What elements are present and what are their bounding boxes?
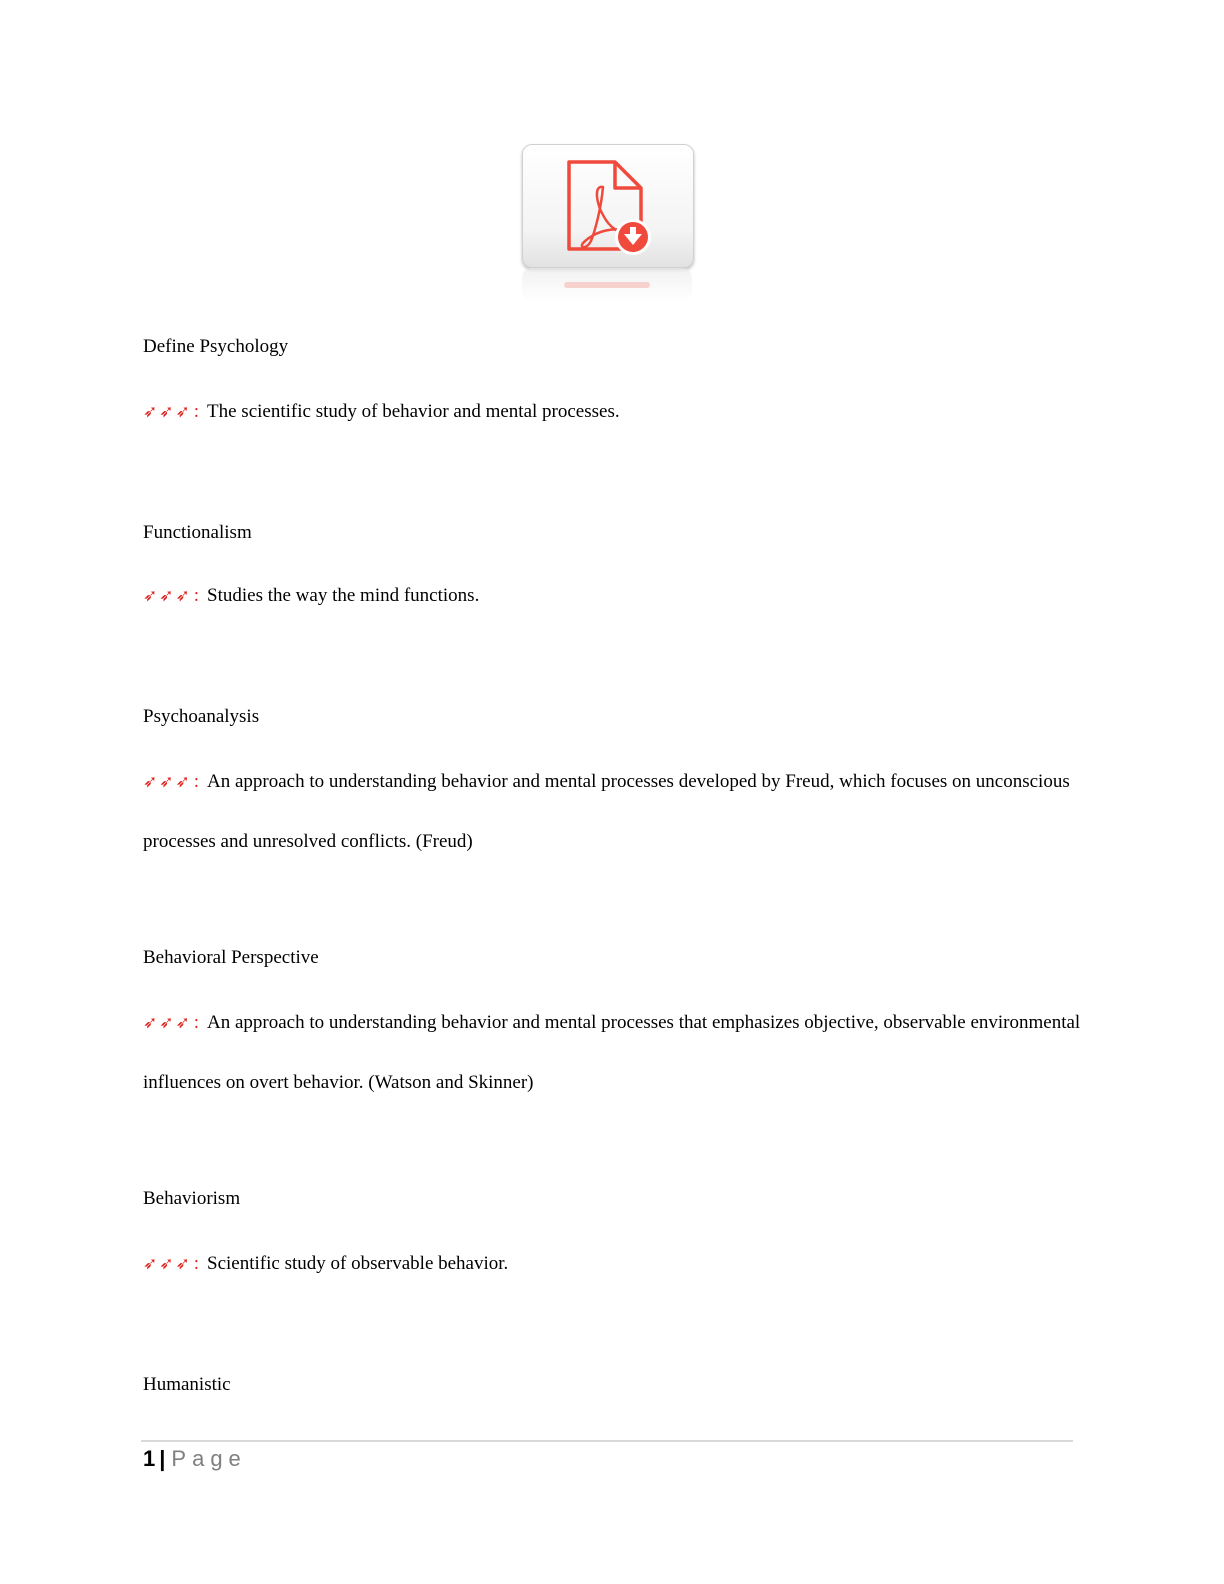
glossary-entry [143, 382, 1083, 442]
term-heading: Define Psychology [143, 336, 289, 357]
page-number: 1 [143, 1446, 156, 1471]
footer-separator: | [159, 1446, 166, 1471]
page-footer [143, 1446, 247, 1472]
arrow-marker-icon: ➶➶➶ : [143, 585, 202, 606]
term-heading: Psychoanalysis [143, 706, 260, 727]
definition-text: ➶➶➶ : An approach to understanding behavior and mental processes that emphasizes objective, observable environmental influences on overt behavior. (Watson and Skinner) [143, 1012, 1081, 1093]
pdf-download-icon[interactable] [522, 144, 694, 268]
term-heading: Behavioral Perspective [143, 947, 319, 968]
arrow-marker-icon: ➶➶➶ : [143, 1012, 202, 1033]
definition-text: ➶➶➶ : An approach to understanding behavior and mental processes developed by Freud, which focuses on unconscious processes and unresolved conflicts. (Freud) [143, 771, 1070, 852]
term-heading: Functionalism [143, 522, 252, 543]
arrow-marker-icon: ➶➶➶ : [143, 1253, 202, 1274]
glossary-entry [143, 336, 1083, 358]
page-label: Page [171, 1446, 247, 1471]
glossary-entry [143, 706, 1083, 728]
glossary-entry [143, 947, 1083, 969]
term-heading: Humanistic [143, 1374, 231, 1395]
glossary-entry [143, 993, 1083, 1112]
icon-reflection [522, 268, 692, 302]
glossary-entry [143, 522, 1083, 544]
glossary-entry [143, 1234, 1083, 1294]
arrow-marker-icon: ➶➶➶ : [143, 771, 202, 792]
definition-text: ➶➶➶ : The scientific study of behavior and mental processes. [143, 401, 620, 422]
pdf-file-icon [523, 145, 693, 267]
glossary-entry [143, 1374, 1083, 1396]
glossary-entry [143, 1188, 1083, 1210]
glossary-entry [143, 752, 1083, 871]
term-heading: Behaviorism [143, 1188, 241, 1209]
definition-text: ➶➶➶ : Studies the way the mind functions. [143, 585, 480, 606]
footer-divider [141, 1440, 1073, 1442]
arrow-marker-icon: ➶➶➶ : [143, 401, 202, 422]
glossary-entry [143, 566, 1083, 626]
definition-text: ➶➶➶ : Scientific study of observable behavior. [143, 1253, 509, 1274]
